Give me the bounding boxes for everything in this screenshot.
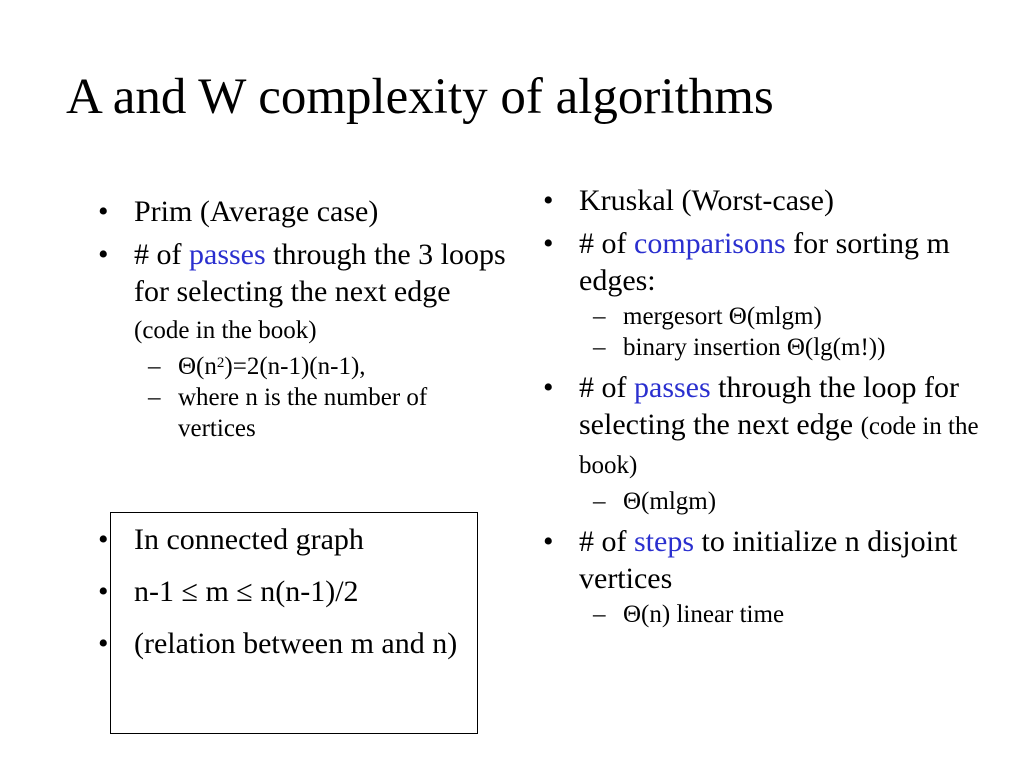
bullet-m-bounds: • n-1 ≤ m ≤ n(n-1)/2 [88, 572, 478, 612]
graph-relation-list [88, 520, 478, 682]
sub-bullet-where-n: – where n is the number of vertices [134, 382, 508, 444]
code-note: (code in the book) [134, 317, 317, 344]
bullet-prim-passes: • # of passes through the 3 loops for selecting the next edge (code in the book) – $\Theta(n^2)=2(n-1)(n-1)$, – where n is the number of vertices [88, 236, 508, 444]
code-note-right: (code in the book) [579, 413, 979, 479]
left-column [88, 193, 508, 450]
emphasis-steps: steps [634, 525, 694, 558]
sub-bullet-mergesort: – mergesort Θ(mlgm) [579, 301, 1003, 332]
sub-bullet-binary-insertion: – binary insertion Θ(lg(m!)) [579, 332, 1003, 363]
emphasis-passes-right: passes [634, 371, 711, 404]
slide-title: A and W complexity of algorithms [66, 69, 774, 125]
emphasis-passes: passes [189, 238, 266, 271]
bullet-comparisons: • # of comparisons for sorting m edges: – mergesort Θ(mlgm) – binary insertion Θ(lg(m!)) [533, 225, 1003, 363]
sub-bullet-theta-n2: – $\Theta(n^2)=2(n-1)(n-1)$, [134, 351, 508, 382]
sub-bullet-linear-time: – Θ(n) linear time [579, 599, 1003, 630]
right-column [533, 182, 1003, 636]
bullet-prim: • Prim (Average case) [88, 193, 508, 230]
bullet-relation: • (relation between m and n) [88, 624, 478, 664]
bullet-steps: • # of steps to initialize n disjoint vertices – Θ(n) linear time [533, 523, 1003, 630]
bullet-connected-graph: • In connected graph [88, 520, 478, 560]
emphasis-comparisons: comparisons [634, 227, 786, 260]
bullet-kruskal: • Kruskal (Worst-case) [533, 182, 1003, 219]
bullet-kruskal-passes: • # of passes through the loop for selecting the next edge (code in the book) – Θ(mlgm) [533, 369, 1003, 517]
sub-bullet-theta-mlgm: – Θ(mlgm) [579, 486, 1003, 517]
